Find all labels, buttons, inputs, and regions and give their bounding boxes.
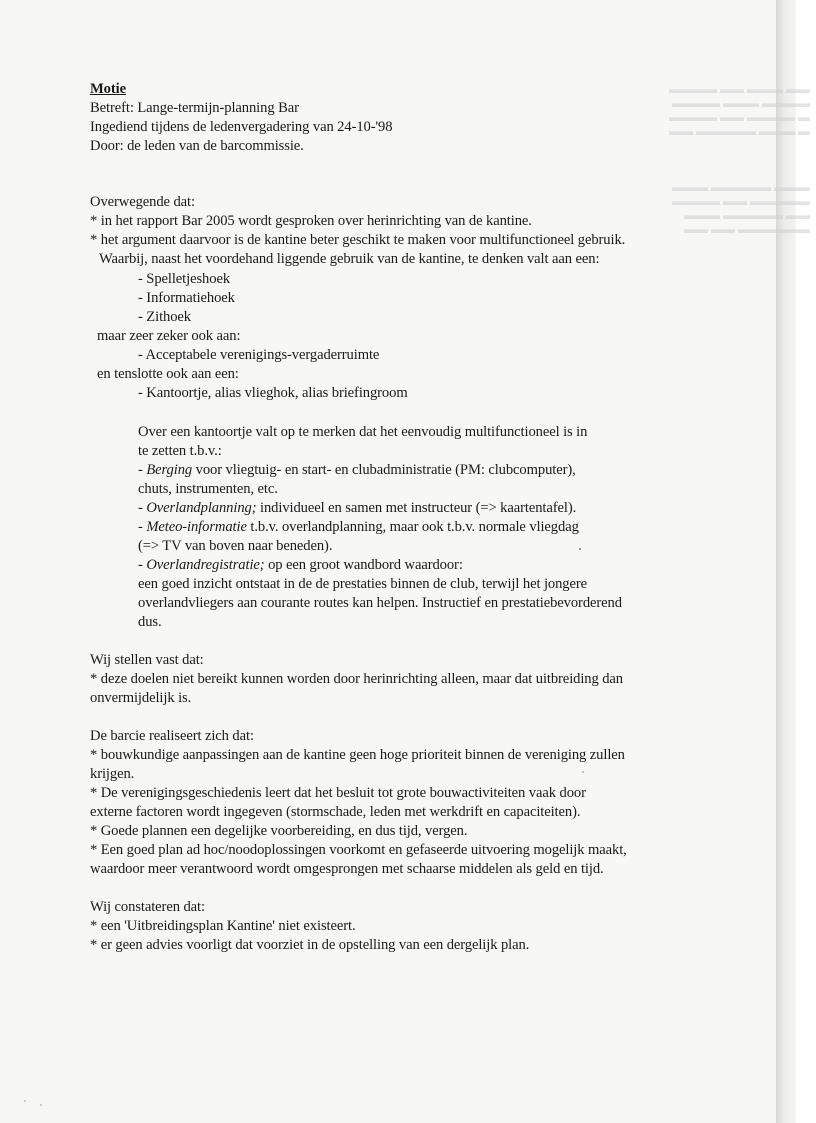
office-item-continuation: (=> TV van boven naar beneden). bbox=[138, 538, 333, 554]
office-item-continuation: dus. bbox=[138, 614, 162, 630]
scan-speck bbox=[579, 548, 581, 550]
office-item-term: Meteo-informatie bbox=[146, 519, 247, 535]
realises-line: waardoor meer verantwoord wordt omgesprongen met schaarse middelen als geld en tijd. bbox=[90, 861, 604, 877]
submitted-line: Ingediend tijdens de ledenvergadering van 24-10-'98 bbox=[90, 119, 393, 135]
realises-line: * bouwkundige aanpassingen aan de kantine geen hoge prioriteit binnen de vereniging zullen bbox=[90, 747, 625, 763]
office-item: - Berging voor vliegtuig- en start- en clubadministratie (PM: clubcomputer), bbox=[138, 462, 576, 478]
office-item-term: Overlandplanning; bbox=[146, 500, 257, 516]
office-item: - Overlandregistratie; op een groot wandbord waardoor: bbox=[138, 557, 463, 573]
option-item: - Zithoek bbox=[138, 309, 192, 325]
realises-line: externe factoren wordt ingegeven (stormschade, leden met werkdrift en capaciteiten). bbox=[90, 804, 581, 820]
conclude-line: * er geen advies voorligt dat voorziet in de opstelling van een dergelijk plan. bbox=[90, 937, 530, 953]
office-item-continuation: een goed inzicht ontstaat in de de prestaties binnen de club, terwijl het jongere bbox=[138, 576, 588, 592]
subject-line: Betreft: Lange-termijn-planning Bar bbox=[90, 100, 299, 116]
office-item-continuation: chuts, instrumenten, etc. bbox=[138, 481, 278, 497]
option-item: - Spelletjeshoek bbox=[138, 271, 231, 287]
considering-intro: Waarbij, naast het voordehand liggende gebruik van de kantine, te denken valt aan een: bbox=[99, 251, 600, 267]
office-item-continuation: overlandvliegers aan courante routes kan helpen. Instructief en prestatiebevorderend bbox=[138, 595, 622, 611]
office-item-term: Overlandregistratie; bbox=[146, 557, 265, 573]
option-item: - Kantoortje, alias vlieghok, alias briefingroom bbox=[138, 385, 408, 401]
scan-speck bbox=[24, 1100, 26, 1102]
realises-line: * Goede plannen een degelijke voorbereiding, en dus tijd, vergen. bbox=[90, 823, 468, 839]
show-through-text: ▬▬ ▬▬▬ ▬▬ ▬▬▬▬ ▬▬▬▬ ▬▬▬ ▬▬▬▬ ▬ ▬▬▬▬ ▬▬ ▬▬▬▬ ▬ ▬▬▬ ▬▬▬▬▬ ▬▬ ▬▬▬ ▬▬▬▬▬ ▬▬▬ ▬▬▬▬▬ ▬▬ ▬▬▬▬ ▬▬ ▬▬▬▬▬ ▬▬▬ ▬▬▬▬▬▬ ▬▬ ▬▬ bbox=[669, 82, 810, 236]
considering-bullet: * in het rapport Bar 2005 wordt gesproken over herinrichting van de kantine. bbox=[90, 213, 532, 229]
conclude-line: * een 'Uitbreidingsplan Kantine' niet existeert. bbox=[90, 918, 356, 934]
office-item: - Meteo-informatie t.b.v. overlandplanning, maar ook t.b.v. normale vliegdag bbox=[138, 519, 579, 535]
realises-line: krijgen. bbox=[90, 766, 135, 782]
office-intro: Over een kantoortje valt op te merken dat het eenvoudig multifunctioneel is in bbox=[138, 424, 588, 440]
document-title: Motie bbox=[90, 81, 126, 97]
established-line: onvermijdelijk is. bbox=[90, 690, 192, 706]
established-line: * deze doelen niet bereikt kunnen worden door herinrichting alleen, maar dat uitbreiding dan bbox=[90, 671, 624, 687]
realises-line: * Een goed plan ad hoc/noodoplossingen voorkomt en gefaseerde uitvoering mogelijk maakt, bbox=[90, 842, 627, 858]
section-heading-conclude: Wij constateren dat: bbox=[90, 899, 205, 915]
office-item-term: Berging bbox=[146, 462, 193, 478]
finally-label: en tenslotte ook aan een: bbox=[97, 366, 239, 382]
section-heading-established: Wij stellen vast dat: bbox=[90, 652, 204, 668]
considering-bullet: * het argument daarvoor is de kantine beter geschikt te maken voor multifunctioneel gebruik. bbox=[90, 232, 626, 248]
author-line: Door: de leden van de barcommissie. bbox=[90, 138, 304, 154]
option-item: - Acceptabele verenigings-vergaderruimte bbox=[138, 347, 380, 363]
scan-speck bbox=[40, 1104, 42, 1106]
realises-line: * De verenigingsgeschiedenis leert dat het besluit tot grote bouwactiviteiten vaak door bbox=[90, 785, 586, 801]
office-intro: te zetten t.b.v.: bbox=[138, 443, 222, 459]
scan-speck bbox=[582, 771, 584, 773]
option-item: - Informatiehoek bbox=[138, 290, 235, 306]
section-heading-realises: De barcie realiseert zich dat: bbox=[90, 728, 254, 744]
office-item: - Overlandplanning; individueel en samen met instructeur (=> kaartentafel). bbox=[138, 500, 577, 516]
section-heading-considering: Overwegende dat: bbox=[90, 194, 195, 210]
also-label: maar zeer zeker ook aan: bbox=[97, 328, 241, 344]
